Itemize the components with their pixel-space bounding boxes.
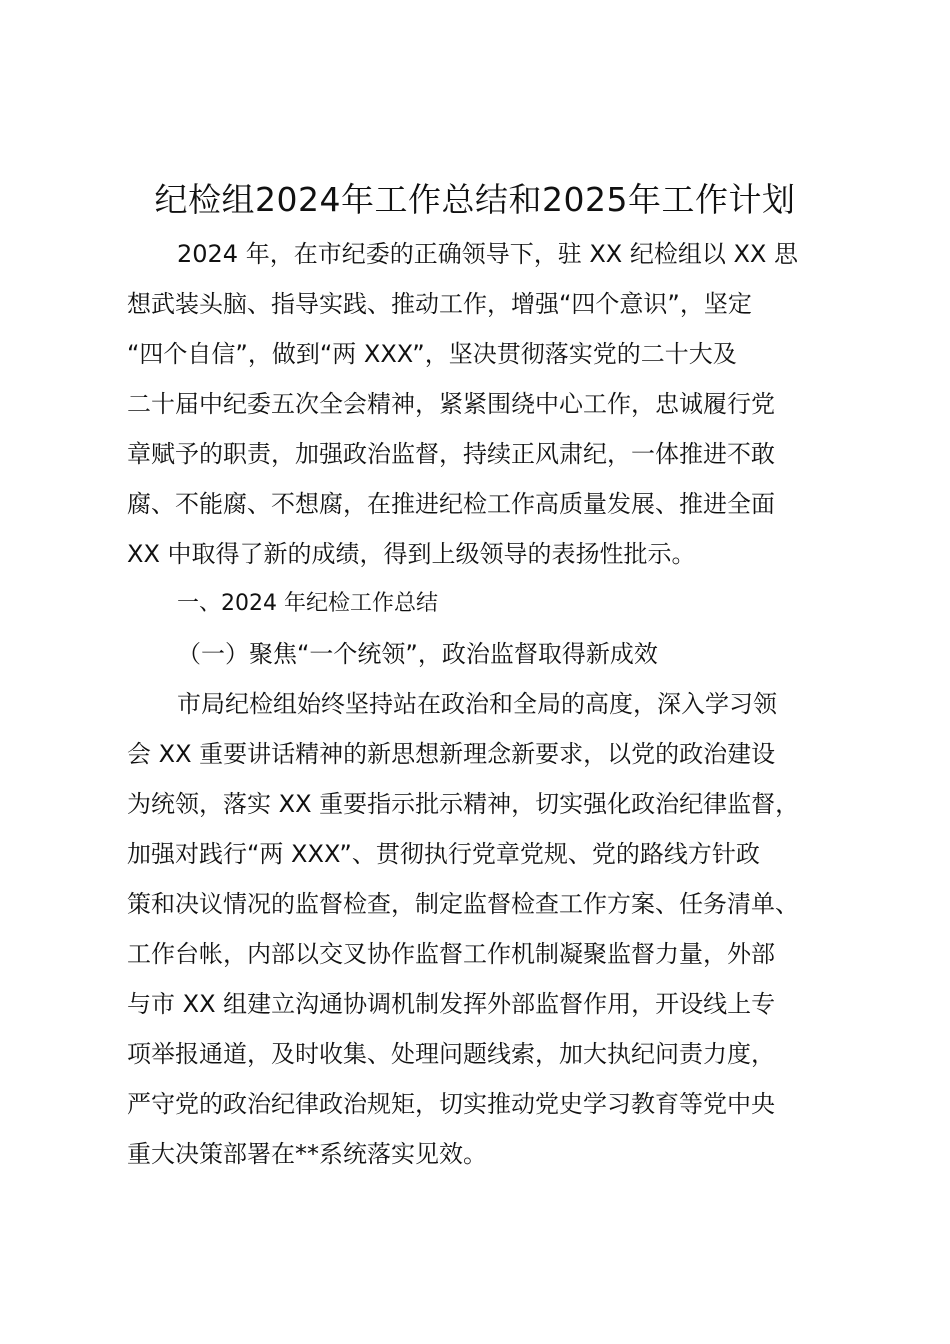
paragraph-line: 重大决策部署在**系统落实见效。	[127, 1140, 487, 1168]
section-1-heading: 一、2024 年纪检工作总结	[177, 591, 438, 616]
paragraph-line: 二十届中纪委五次全会精神，紧紧围绕中心工作，忠诚履行党	[127, 390, 775, 418]
paragraph-line: 工作台帐，内部以交叉协作监督工作机制凝聚监督力量，外部	[127, 940, 775, 968]
paragraph-line: 章赋予的职责，加强政治监督，持续正风肃纪，一体推进不敢	[127, 440, 775, 468]
document-title: 纪检组2024年工作总结和2025年工作计划	[154, 180, 796, 219]
paragraph-line: XX 中取得了新的成绩，得到上级领导的表扬性批示。	[127, 540, 696, 568]
subsection-heading	[127, 629, 837, 679]
paragraph-line: 策和决议情况的监督检查，制定监督检查工作方案、任务清单、	[127, 890, 799, 918]
body-paragraph	[127, 679, 837, 1179]
paragraph-line: 与市 XX 组建立沟通协调机制发挥外部监督作用，开设线上专	[127, 990, 776, 1018]
paragraph-line: 为统领，落实 XX 重要指示批示精神，切实强化政治纪律监督，	[127, 790, 800, 818]
paragraph-line: 项举报通道，及时收集、处理问题线索，加大执纪问责力度，	[127, 1040, 775, 1068]
paragraph-line: 腐、不能腐、不想腐，在推进纪检工作高质量发展、推进全面	[127, 490, 775, 518]
paragraph-line: 想武装头脑、指导实践、推动工作，增强“四个意识”，坚定	[127, 290, 752, 318]
paragraph-line: 加强对践行“两 XXX”、贯彻执行党章党规、党的路线方针政	[127, 840, 760, 868]
paragraph-line: 会 XX 重要讲话精神的新思想新理念新要求，以党的政治建设	[127, 740, 776, 768]
paragraph-line: 市局纪检组始终坚持站在政治和全局的高度，深入学习领	[177, 690, 777, 718]
subsection-1-heading: （一）聚焦“一个统领”，政治监督取得新成效	[177, 640, 658, 668]
paragraph-line: 严守党的政治纪律政治规矩，切实推动党史学习教育等党中央	[127, 1090, 775, 1118]
paragraph-line: “四个自信”，做到“两 XXX”，坚决贯彻落实党的二十大及	[127, 340, 737, 368]
paragraph-line: 2024 年，在市纪委的正确领导下，驻 XX 纪检组以 XX 思	[177, 240, 798, 268]
section-heading	[127, 579, 837, 629]
intro-paragraph	[127, 229, 837, 579]
